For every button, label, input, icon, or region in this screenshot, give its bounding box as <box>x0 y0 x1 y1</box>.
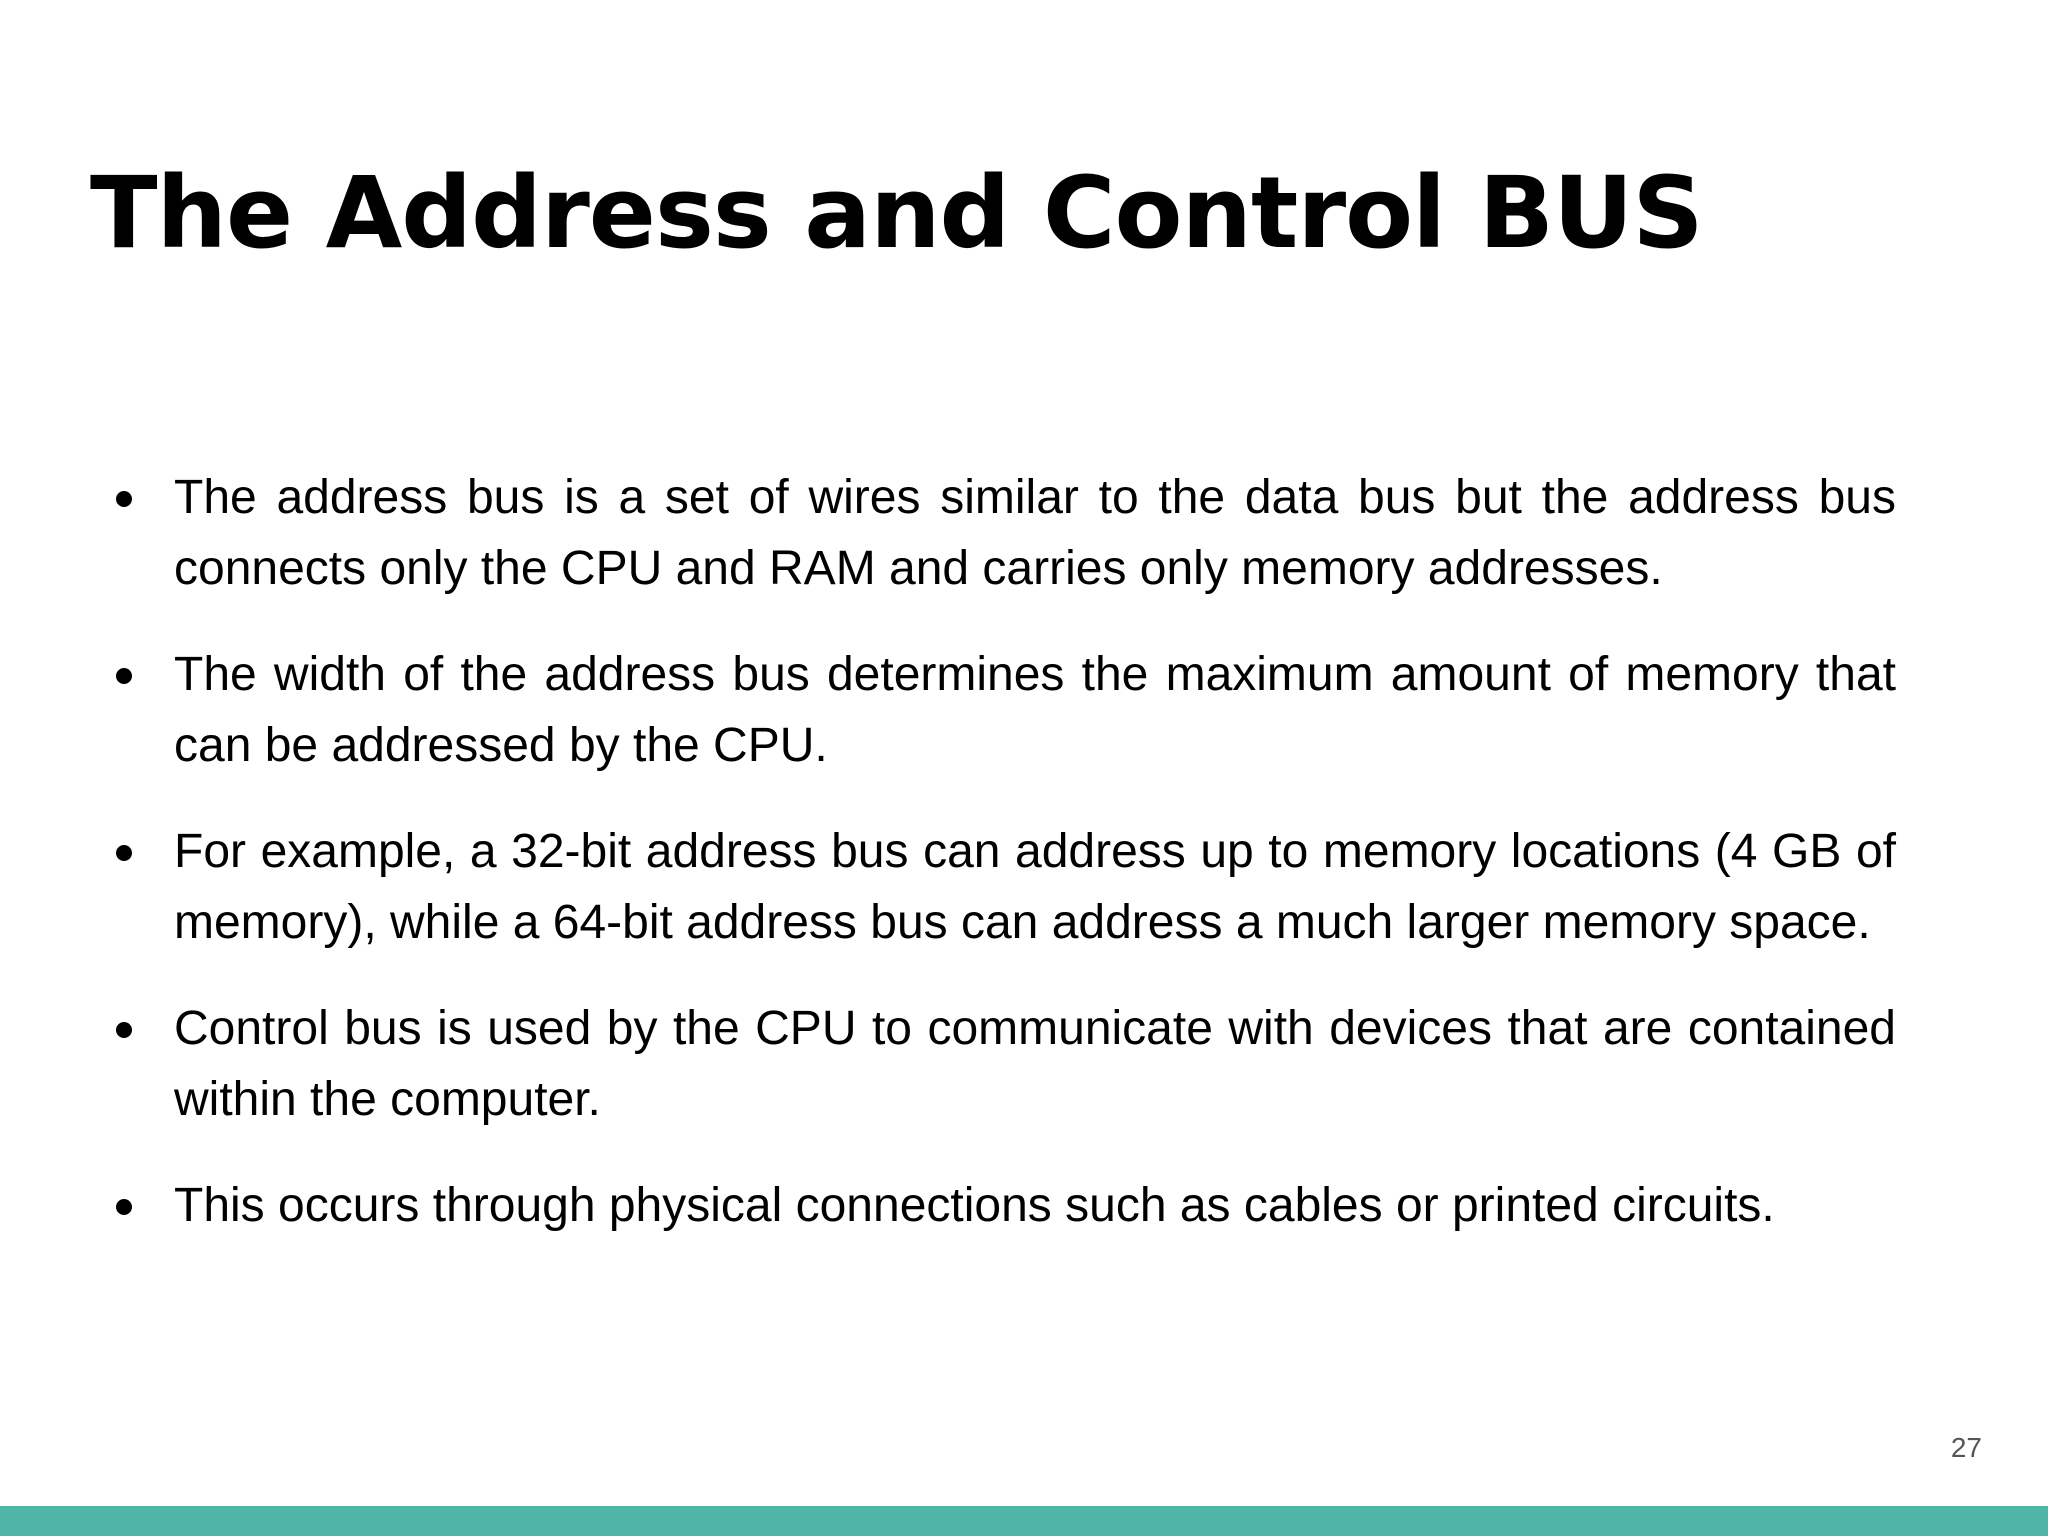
bullet-item <box>108 816 1896 958</box>
bullet-dot-icon <box>116 668 132 684</box>
page-number: 27 <box>1950 1432 1982 1463</box>
bullet-item <box>108 1170 1896 1241</box>
bullet-list <box>108 462 1896 1276</box>
slide-title: The Address and Control BUS <box>90 156 1703 271</box>
bullet-item <box>108 639 1896 781</box>
bullet-dot-icon <box>116 845 132 861</box>
bullet-text: The address bus is a set of wires similar to the data bus but the address bus connects only the CPU and RAM and carries only memory addresses. <box>174 471 1896 595</box>
bullet-dot-icon <box>116 1199 132 1215</box>
bullet-text: Control bus is used by the CPU to communicate with devices that are contained within the computer. <box>174 1002 1896 1126</box>
bullet-text: This occurs through physical connections such as cables or printed circuits. <box>174 1179 1775 1232</box>
bullet-text: For example, a 32-bit address bus can address up to memory locations (4 GB of memory), while a 64-bit address bus can address a much larger memory space. <box>174 825 1896 949</box>
bullet-item <box>108 993 1896 1135</box>
bullet-dot-icon <box>116 491 132 507</box>
footer-accent-bar <box>0 1506 2048 1536</box>
bullet-item <box>108 462 1896 604</box>
bullet-text: The width of the address bus determines the maximum amount of memory that can be addressed by the CPU. <box>174 648 1896 772</box>
bullet-dot-icon <box>116 1022 132 1038</box>
